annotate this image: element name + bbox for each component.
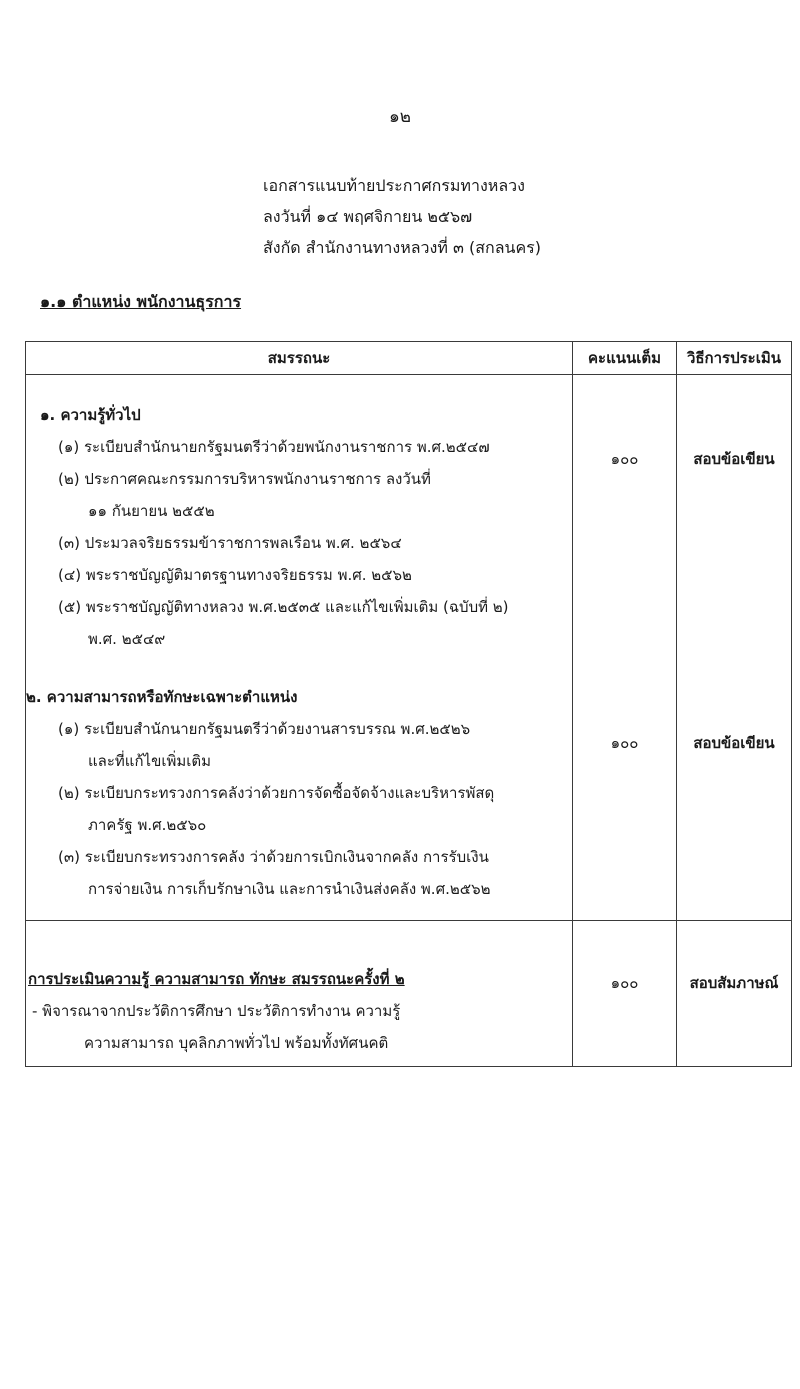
- list-item: ภาครัฐ พ.ศ.๒๕๖๐: [88, 816, 207, 834]
- list-item: - พิจารณาจากประวัติการศึกษา ประวัติการทำงาน ความรู้: [32, 1002, 401, 1020]
- group-1-score: ๑๐๐: [610, 450, 639, 468]
- competency-table: [25, 341, 792, 1067]
- group-1-title: ๑. ความรู้ทั่วไป: [40, 406, 141, 424]
- header-title: เอกสารแนบท้ายประกาศกรมทางหลวง: [263, 176, 525, 195]
- header-full-score: คะแนนเต็ม: [573, 342, 677, 375]
- page-number: ๑๒: [389, 107, 411, 127]
- assessment-title: การประเมินความรู้ ความสามารถ ทักษะ สมรรถนะครั้งที่ ๒: [28, 970, 405, 988]
- competency-cell: [26, 375, 573, 921]
- assessment-score-cell: [573, 921, 677, 1067]
- assessment-score: ๑๐๐: [610, 974, 639, 992]
- list-item: พ.ศ. ๒๕๔๙: [88, 630, 166, 648]
- assessment-cell: [26, 921, 573, 1067]
- list-item: ความสามารถ บุคลิกภาพทั่วไป พร้อมทั้งทัศนคติ: [84, 1034, 389, 1052]
- list-item: ๑๑ กันยายน ๒๕๕๒: [88, 502, 215, 520]
- table-row: [26, 921, 792, 1067]
- table-header-row: [26, 342, 792, 375]
- list-item: (๓) ระเบียบกระทรวงการคลัง ว่าด้วยการเบิกเงินจากคลัง การรับเงิน: [58, 848, 489, 866]
- list-item: และที่แก้ไขเพิ่มเติม: [88, 752, 212, 770]
- list-item: (๕) พระราชบัญญัติทางหลวง พ.ศ.๒๕๓๕ และแก้ไขเพิ่มเติม (ฉบับที่ ๒): [58, 598, 509, 616]
- table-row: [26, 375, 792, 921]
- list-item: (๑) ระเบียบสำนักนายกรัฐมนตรีว่าด้วยงานสารบรรณ พ.ศ.๒๕๒๖: [58, 720, 471, 738]
- list-item: (๔) พระราชบัญญัติมาตรฐานทางจริยธรรม พ.ศ. ๒๕๖๒: [58, 566, 412, 584]
- section-title: ๑.๑ ตำแหน่ง พนักงานธุรการ: [40, 292, 242, 311]
- header-affiliation: สังกัด สำนักงานทางหลวงที่ ๓ (สกลนคร): [263, 238, 541, 257]
- list-item: (๓) ประมวลจริยธรรมข้าราชการพลเรือน พ.ศ. ๒๕๖๔: [58, 534, 402, 552]
- assessment-method-cell: [677, 921, 792, 1067]
- score-cell: [573, 375, 677, 921]
- group-2-method: สอบข้อเขียน: [693, 734, 775, 752]
- list-item: (๒) ระเบียบกระทรวงการคลังว่าด้วยการจัดซื้อจัดจ้างและบริหารพัสดุ: [58, 784, 495, 802]
- document-header: [263, 170, 541, 263]
- assessment-method: สอบสัมภาษณ์: [689, 974, 779, 992]
- list-item: (๒) ประกาศคณะกรรมการบริหารพนักงานราชการ ลงวันที่: [58, 470, 431, 488]
- group-2-score: ๑๐๐: [610, 734, 639, 752]
- list-item: การจ่ายเงิน การเก็บรักษาเงิน และการนำเงินส่งคลัง พ.ศ.๒๕๖๒: [88, 880, 491, 898]
- header-method: วิธีการประเมิน: [677, 342, 792, 375]
- method-cell: [677, 375, 792, 921]
- header-competency: สมรรถนะ: [26, 342, 573, 375]
- list-item: (๑) ระเบียบสำนักนายกรัฐมนตรีว่าด้วยพนักงานราชการ พ.ศ.๒๕๔๗: [58, 438, 490, 456]
- header-date: ลงวันที่ ๑๔ พฤศจิกายน ๒๕๖๗: [263, 207, 473, 226]
- group-1-method: สอบข้อเขียน: [693, 450, 775, 468]
- group-2-title: ๒. ความสามารถหรือทักษะเฉพาะตำแหน่ง: [26, 688, 298, 706]
